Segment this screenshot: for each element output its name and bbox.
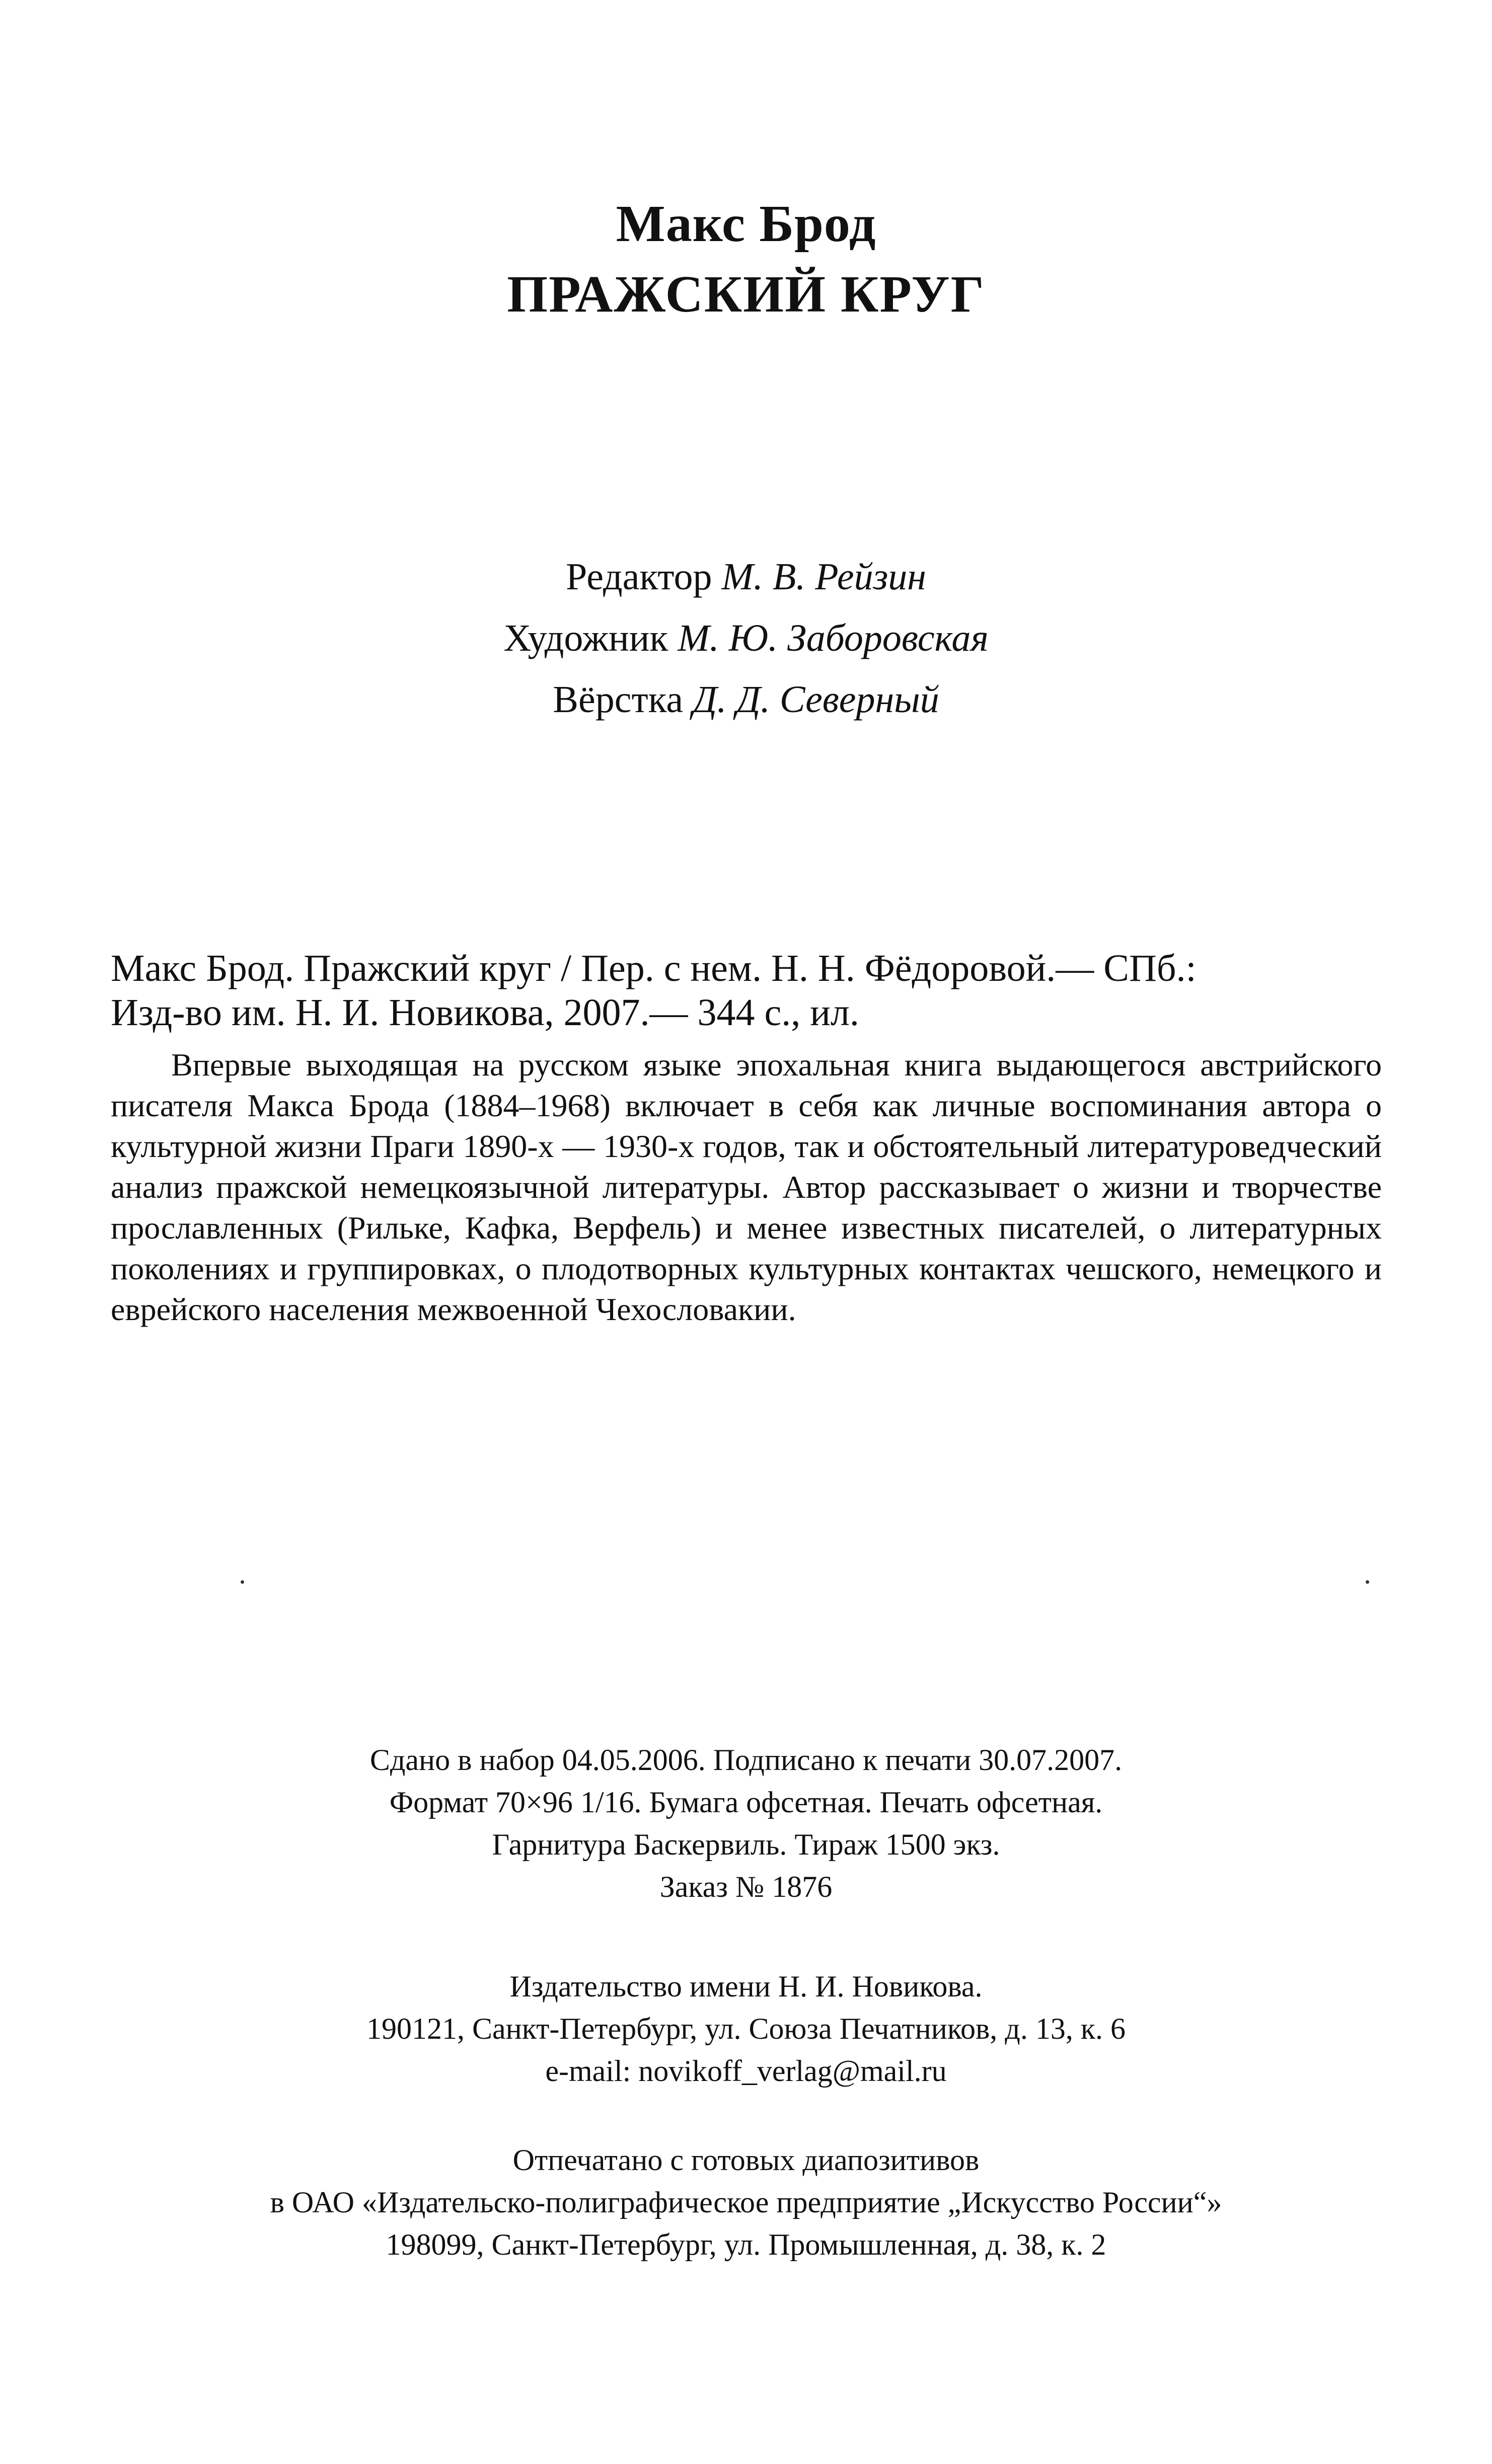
- credit-role: Редактор: [565, 556, 712, 598]
- bibliographic-record: [111, 946, 1382, 1035]
- print-info-line: Заказ № 1876: [659, 1870, 833, 1903]
- print-info: [0, 1739, 1492, 1908]
- print-info-line: Сдано в набор 04.05.2006. Подписано к печати 30.07.2007.: [369, 1743, 1123, 1777]
- credits: [0, 546, 1492, 730]
- publisher-line: Издательство имени Н. И. Новикова.: [509, 1970, 983, 2003]
- printer-info: [0, 2139, 1492, 2266]
- credit-editor: [0, 546, 1492, 607]
- printer-line: 198099, Санкт-Петербург, ул. Промышленная, д. 38, к. 2: [386, 2228, 1106, 2261]
- print-mark: [1366, 1580, 1369, 1584]
- publisher-line: 190121, Санкт-Петербург, ул. Союза Печатников, д. 13, к. 6: [366, 2012, 1126, 2045]
- publisher-email: e-mail: novikoff_verlag@mail.ru: [545, 2054, 947, 2088]
- print-mark: [241, 1580, 244, 1584]
- annotation-text: Впервые выходящая на русском языке эпохальная книга выдающегося австрийского писателя Макса Брода (1884–1968) включает в себя как личные воспоминания автора о культурной жизни Праги 1890-х — 1930-х годов, так и обстоятельный литературоведческий анализ пражской немецкоязычной литературы. Автор рассказывает о жизни и творчестве прославленных (Рильке, Кафка, Верфель) и менее известных писателей, о литературных поколениях и группировках, о плодотворных культурных контактах чешского, немецкого и еврейского населения межвоенной Чехословакии.: [111, 1047, 1382, 1327]
- biblio-line: Изд-во им. Н. И. Новикова, 2007.— 344 с., ил.: [111, 991, 859, 1034]
- printer-line: в ОАО «Издательско-полиграфическое предприятие „Искусство России“»: [270, 2186, 1222, 2219]
- credit-role: Художник: [503, 617, 668, 659]
- credit-person: Д. Д. Северный: [693, 678, 939, 721]
- credit-role: Вёрстка: [553, 678, 684, 721]
- credit-artist: [0, 607, 1492, 669]
- publisher-info: [0, 1965, 1492, 2092]
- credit-person: М. В. Рейзин: [721, 556, 927, 598]
- printer-line: Отпечатано с готовых диапозитивов: [512, 2143, 980, 2177]
- credit-layout: [0, 669, 1492, 730]
- book-title: ПРАЖСКИЙ КРУГ: [507, 265, 985, 323]
- print-info-line: Гарнитура Баскервиль. Тираж 1500 экз.: [492, 1828, 1000, 1861]
- credit-person: М. Ю. Заборовская: [678, 617, 989, 659]
- print-info-line: Формат 70×96 1/16. Бумага офсетная. Печать офсетная.: [389, 1786, 1103, 1819]
- biblio-line: Макс Брод. Пражский круг / Пер. с нем. Н. Н. Фёдоровой.— СПб.:: [111, 947, 1197, 989]
- book-author: Макс Брод: [616, 195, 876, 253]
